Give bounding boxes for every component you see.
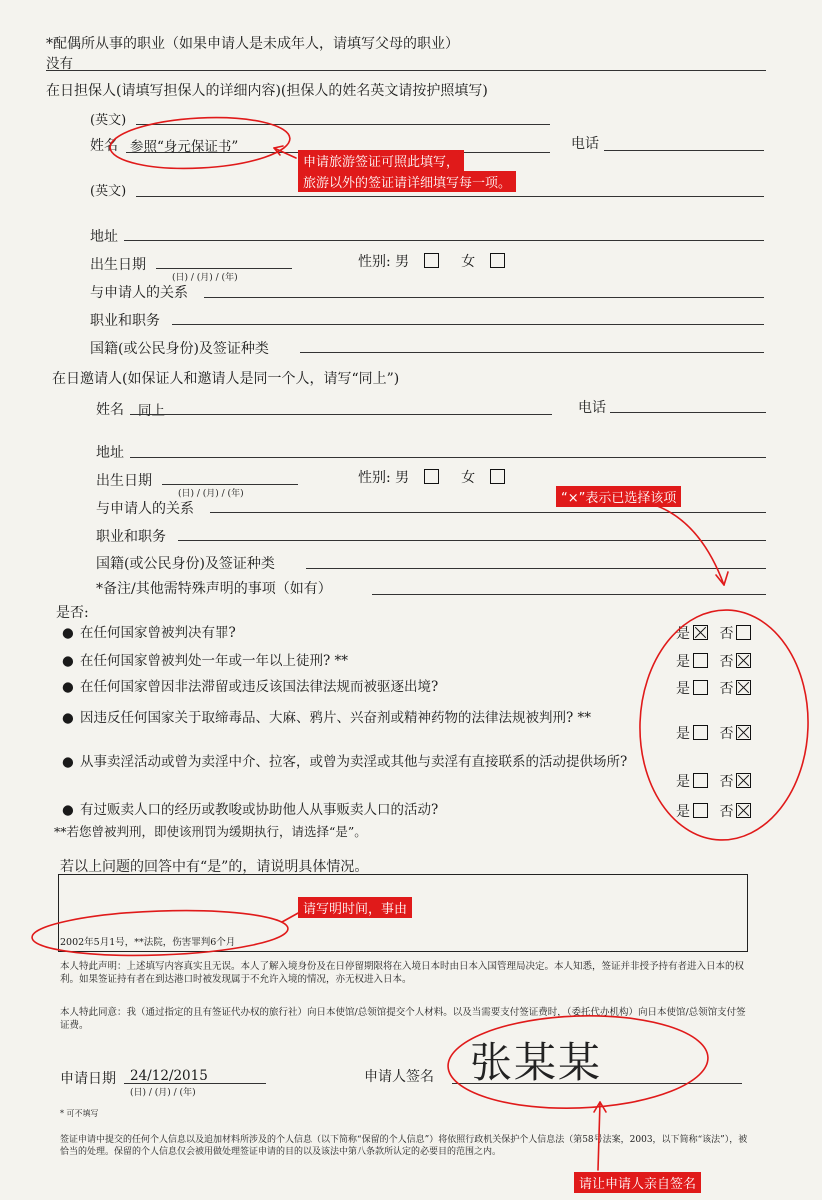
inviter-dob-format: (日) / (月) / (年)	[178, 489, 244, 499]
guarantor-dob-line[interactable]	[156, 268, 292, 269]
question-3-text: 在任何国家曾因非法滞留或违反该国法律法规而被驱逐出境?	[80, 679, 439, 695]
inviter-dob-label: 出生日期	[96, 473, 152, 489]
questions-heading: 是否:	[56, 605, 89, 621]
inviter-remarks-label: *备注/其他需特殊声明的事项（如有）	[96, 581, 332, 597]
tourism-arrow	[274, 148, 296, 158]
no-label: 否	[719, 654, 734, 670]
inviter-relation-label: 与申请人的关系	[96, 501, 194, 517]
guarantor-dob-format: (日) / (月) / (年)	[172, 273, 238, 283]
yes-label: 是	[676, 626, 690, 642]
applicant-signature: 张某某	[470, 1038, 603, 1087]
question-6	[62, 801, 640, 820]
guarantor-name-label: 姓名	[90, 138, 118, 154]
yes-label: 是	[676, 681, 690, 697]
question-5-answer	[676, 771, 754, 791]
bullet-icon: ●	[62, 625, 74, 641]
inviter-phone-label: 电话	[578, 400, 606, 416]
questions-footnote: **若您曾被判刑，即使该刑罚为缓期执行，请选择“是”。	[54, 824, 367, 839]
guarantor-phone-label: 电话	[571, 136, 599, 152]
question-6-no-checkbox[interactable]	[736, 803, 751, 818]
inviter-male-checkbox[interactable]	[424, 469, 439, 484]
application-date-format: (日) / (月) / (年)	[130, 1088, 196, 1098]
inviter-gender-label: 性别: 男	[358, 470, 410, 486]
question-2-yes-checkbox[interactable]	[693, 653, 708, 668]
no-label: 否	[719, 804, 734, 820]
guarantor-english-label-2: (英文)	[90, 184, 127, 199]
explain-value[interactable]: 2002年5月1号，**法院，伤害罪判6个月	[60, 937, 236, 948]
inviter-address-line[interactable]	[130, 457, 766, 458]
declaration-1: 本人特此声明：上述填写内容真实且无误。本人了解入境身份及在日停留期限将在入境日本时由日本入国管理局决定。本人知悉，签证并非授予持有者进入日本的权利。如果签证持有者在到达港口时被发现属于不允许入境的情况，亦无权进入日本。	[60, 961, 745, 985]
question-6-yes-checkbox[interactable]	[693, 803, 708, 818]
privacy-notice: 签证申请中提交的任何个人信息以及追加材料所涉及的个人信息（以下简称“保留的个人信息”）将依照行政机关保护个人信息法（第58号法案，2003，以下简称“该法”），被恰当的处理。保留的个人信息仅会被用做处理签证申请的目的以及该法中第八条款所认定的必要目的范围之内。	[60, 1135, 748, 1157]
inviter-phone-line[interactable]	[610, 412, 766, 413]
no-label: 否	[719, 681, 734, 697]
inviter-name-value[interactable]: 同上	[138, 403, 165, 419]
question-5-yes-checkbox[interactable]	[693, 773, 708, 788]
question-2-no-checkbox[interactable]	[736, 653, 751, 668]
application-date-label: 申请日期	[60, 1071, 116, 1087]
guarantor-female-label: 女	[461, 254, 476, 270]
guarantor-nationality-line[interactable]	[300, 352, 764, 353]
annotation-time-reason: 请写明时间，事由	[298, 897, 412, 918]
guarantor-male-checkbox[interactable]	[424, 253, 439, 268]
inviter-name-line	[130, 414, 552, 415]
inviter-dob-line[interactable]	[162, 484, 298, 485]
bullet-icon: ●	[62, 754, 74, 770]
inviter-heading: 在日邀请人(如保证人和邀请人是同一个人，请写“同上”)	[52, 371, 400, 387]
yes-label: 是	[676, 774, 690, 790]
bullet-icon: ●	[62, 679, 74, 695]
guarantor-relation-line[interactable]	[204, 297, 764, 298]
no-label: 否	[719, 626, 734, 642]
yes-label: 是	[676, 654, 690, 670]
guarantor-name-value[interactable]: 参照“身元保证书”	[130, 139, 239, 155]
guarantor-address-line[interactable]	[124, 240, 764, 241]
question-6-answer	[676, 801, 754, 821]
bullet-icon: ●	[62, 802, 74, 818]
guarantor-english-line-2	[136, 196, 764, 197]
spouse-occupation-line	[46, 70, 766, 71]
annotation-tourism-1: 申请旅游签证可照此填写，	[298, 150, 464, 171]
question-4-text: 因违反任何国家关于取缔毒品、大麻、鸦片、兴奋剂或精神药物的法律法规被判刑? **	[80, 710, 592, 726]
question-1-answer	[676, 623, 754, 643]
question-1-no-checkbox[interactable]	[736, 625, 751, 640]
guarantor-occupation-label: 职业和职务	[90, 313, 160, 329]
question-4-answer	[676, 723, 754, 743]
question-1-text: 在任何国家曾被判决有罪?	[80, 625, 236, 641]
guarantor-address-label: 地址	[90, 229, 118, 245]
inviter-occupation-line[interactable]	[178, 540, 766, 541]
inviter-occupation-label: 职业和职务	[96, 529, 166, 545]
annotation-x-meaning: “×”表示已选择该项	[556, 486, 681, 507]
question-3	[62, 678, 640, 697]
question-2-answer	[676, 651, 754, 671]
annotation-tourism-2: 旅游以外的签证请详细填写每一项。	[298, 171, 516, 192]
question-3-answer	[676, 678, 754, 698]
guarantor-relation-label: 与申请人的关系	[90, 285, 188, 301]
guarantor-nationality-label: 国籍(或公民身份)及签证种类	[90, 341, 269, 357]
guarantor-english-label-1: (英文)	[90, 113, 127, 128]
question-4-no-checkbox[interactable]	[736, 725, 751, 740]
inviter-remarks-line[interactable]	[372, 594, 766, 595]
question-5-text: 从事卖淫活动或曾为卖淫中介、拉客，或曾为卖淫或其他与卖淫有直接联系的活动提供场所?	[80, 754, 628, 770]
inviter-female-label: 女	[461, 470, 476, 486]
spouse-occupation-value[interactable]: 没有	[46, 56, 73, 72]
inviter-female-checkbox[interactable]	[490, 469, 505, 484]
question-5	[62, 753, 640, 772]
bullet-icon: ●	[62, 653, 74, 669]
yes-label: 是	[676, 804, 690, 820]
yes-label: 是	[676, 726, 690, 742]
question-1	[62, 624, 640, 643]
no-label: 否	[719, 774, 734, 790]
explain-label: 若以上问题的回答中有“是”的，请说明具体情况。	[60, 859, 369, 875]
guarantor-occupation-line[interactable]	[172, 324, 764, 325]
question-5-no-checkbox[interactable]	[736, 773, 751, 788]
inviter-relation-line[interactable]	[210, 512, 766, 513]
declaration-2: 本人特此同意：我（通过指定的且有签证代办权的旅行社）向日本使馆/总领馆提交个人材料。以及当需要支付签证费时，（委托代办机构）向日本使馆/总领馆支付签证费。	[60, 1007, 746, 1031]
guarantor-gender-label: 性别: 男	[358, 254, 410, 270]
question-2	[62, 652, 640, 671]
spouse-occupation-label: *配偶所从事的职业（如果申请人是未成年人，请填写父母的职业）	[46, 36, 459, 52]
bullet-icon: ●	[62, 710, 74, 726]
question-2-text: 在任何国家曾被判处一年或一年以上徒刑? **	[80, 653, 349, 669]
application-date-value[interactable]: 24/12/2015	[130, 1068, 208, 1084]
optional-note: * 可不填写	[60, 1109, 99, 1118]
inviter-name-label: 姓名	[96, 402, 124, 418]
no-label: 否	[719, 726, 734, 742]
inviter-address-label: 地址	[96, 445, 124, 461]
guarantor-gender	[358, 251, 508, 271]
question-4-yes-checkbox[interactable]	[693, 725, 708, 740]
x-meaning-arrow	[652, 504, 724, 585]
question-1-yes-checkbox[interactable]	[693, 625, 708, 640]
guarantor-english-line-1	[136, 124, 550, 125]
question-6-text: 有过贩卖人口的经历或教唆或协助他人从事贩卖人口的活动?	[80, 802, 439, 818]
question-3-yes-checkbox[interactable]	[693, 680, 708, 695]
application-date-line	[124, 1083, 266, 1084]
signature-label: 申请人签名	[364, 1069, 434, 1085]
inviter-gender	[358, 467, 508, 487]
annotation-sign-self: 请让申请人亲自签名	[574, 1172, 701, 1193]
inviter-nationality-line[interactable]	[306, 568, 766, 569]
guarantor-dob-label: 出生日期	[90, 257, 146, 273]
guarantor-heading: 在日担保人(请填写担保人的详细内容)(担保人的姓名英文请按护照填写)	[46, 83, 488, 99]
guarantor-female-checkbox[interactable]	[490, 253, 505, 268]
inviter-nationality-label: 国籍(或公民身份)及签证种类	[96, 556, 275, 572]
guarantor-phone-line[interactable]	[604, 150, 764, 151]
question-4	[62, 709, 640, 728]
question-3-no-checkbox[interactable]	[736, 680, 751, 695]
